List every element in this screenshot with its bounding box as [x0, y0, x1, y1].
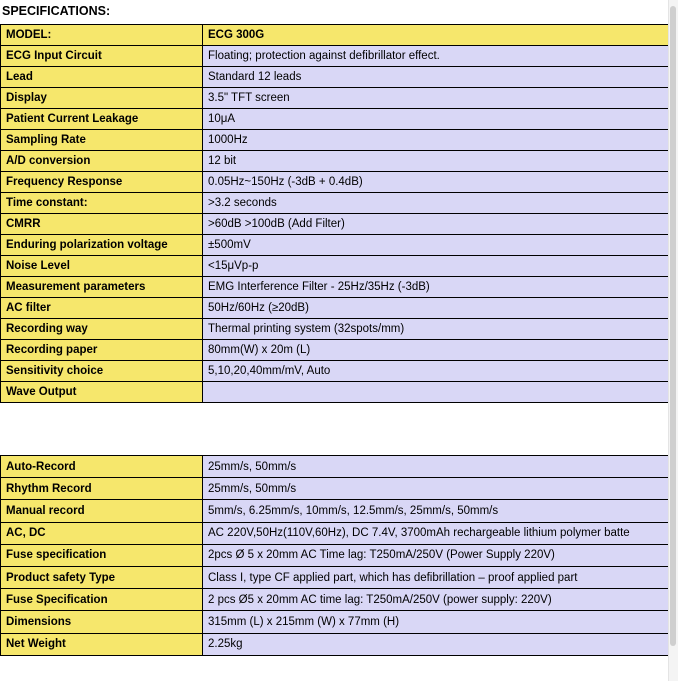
spec-label: Measurement parameters — [1, 277, 203, 298]
spec-label: Sensitivity choice — [1, 361, 203, 382]
spec-row — [1, 109, 670, 130]
spec-value: 50Hz/60Hz (≥20dB) — [203, 298, 670, 319]
spec-label: AC filter — [1, 298, 203, 319]
spec-value — [203, 382, 670, 403]
spec-value: 315mm (L) x 215mm (W) x 77mm (H) — [203, 611, 670, 633]
spec-label: Manual record — [1, 500, 203, 522]
spec-value: Floating; protection against defibrillator effect. — [203, 46, 670, 67]
specifications-heading: SPECIFICATIONS: — [2, 4, 111, 18]
spec-value: 25mm/s, 50mm/s — [203, 478, 670, 500]
spec-label: Sampling Rate — [1, 130, 203, 151]
spec-value: 80mm(W) x 20m (L) — [203, 340, 670, 361]
spec-row — [1, 256, 670, 277]
spec-row — [1, 611, 670, 633]
spec-row — [1, 456, 670, 478]
spec-value: 5mm/s, 6.25mm/s, 10mm/s, 12.5mm/s, 25mm/s, 50mm/s — [203, 500, 670, 522]
spec-value: Standard 12 leads — [203, 67, 670, 88]
spec-row — [1, 214, 670, 235]
spec-row — [1, 361, 670, 382]
spec-value: 2 pcs Ø5 x 20mm AC time lag: T250mA/250V (power supply: 220V) — [203, 589, 670, 611]
scrollbar-thumb[interactable] — [670, 6, 676, 646]
spec-row — [1, 130, 670, 151]
spec-row — [1, 151, 670, 172]
spec-value: 10μA — [203, 109, 670, 130]
spec-row — [1, 277, 670, 298]
spec-label: A/D conversion — [1, 151, 203, 172]
spec-row — [1, 500, 670, 522]
spec-label: Fuse Specification — [1, 589, 203, 611]
spec-value: 12 bit — [203, 151, 670, 172]
spec-value: ECG 300G — [203, 25, 670, 46]
spec-value: >60dB >100dB (Add Filter) — [203, 214, 670, 235]
spec-row — [1, 235, 670, 256]
spec-label: Product safety Type — [1, 566, 203, 588]
spec-value: 5,10,20,40mm/mV, Auto — [203, 361, 670, 382]
spec-label: Wave Output — [1, 382, 203, 403]
spec-label: ECG Input Circuit — [1, 46, 203, 67]
spec-row — [1, 589, 670, 611]
spec-row — [1, 67, 670, 88]
spec-label: Display — [1, 88, 203, 109]
specifications-table-main — [0, 24, 670, 403]
spec-label: Frequency Response — [1, 172, 203, 193]
spec-row — [1, 544, 670, 566]
spec-label: Patient Current Leakage — [1, 109, 203, 130]
spec-value: 1000Hz — [203, 130, 670, 151]
spec-label: Time constant: — [1, 193, 203, 214]
spec-row — [1, 522, 670, 544]
spec-label: Auto-Record — [1, 456, 203, 478]
spec-label: CMRR — [1, 214, 203, 235]
spec-label: Dimensions — [1, 611, 203, 633]
spec-label: Rhythm Record — [1, 478, 203, 500]
spec-value: 2pcs Ø 5 x 20mm AC Time lag: T250mA/250V (Power Supply 220V) — [203, 544, 670, 566]
spec-label: Lead — [1, 67, 203, 88]
vertical-scrollbar[interactable] — [668, 0, 678, 681]
spec-row — [1, 25, 670, 46]
spec-value: 3.5" TFT screen — [203, 88, 670, 109]
spec-label: MODEL: — [1, 25, 203, 46]
spec-label: Recording paper — [1, 340, 203, 361]
spec-row — [1, 478, 670, 500]
spec-value: <15μVp-p — [203, 256, 670, 277]
spec-row — [1, 88, 670, 109]
specifications-table-secondary — [0, 455, 670, 656]
spec-label: Enduring polarization voltage — [1, 235, 203, 256]
spec-value: AC 220V,50Hz(110V,60Hz), DC 7.4V, 3700mAh rechargeable lithium polymer batte — [203, 522, 670, 544]
spec-value: ±500mV — [203, 235, 670, 256]
spec-row — [1, 298, 670, 319]
spec-row — [1, 382, 670, 403]
spec-value: EMG Interference Filter - 25Hz/35Hz (-3dB) — [203, 277, 670, 298]
spec-row — [1, 46, 670, 67]
spec-row — [1, 319, 670, 340]
spec-label: AC, DC — [1, 522, 203, 544]
spec-label: Recording way — [1, 319, 203, 340]
spec-value: Thermal printing system (32spots/mm) — [203, 319, 670, 340]
spec-label: Net Weight — [1, 633, 203, 655]
spec-value: 25mm/s, 50mm/s — [203, 456, 670, 478]
spec-row — [1, 566, 670, 588]
spec-value: 0.05Hz~150Hz (-3dB + 0.4dB) — [203, 172, 670, 193]
spec-row — [1, 633, 670, 655]
spec-label: Noise Level — [1, 256, 203, 277]
spec-value: Class I, type CF applied part, which has defibrillation – proof applied part — [203, 566, 670, 588]
spec-value: 2.25kg — [203, 633, 670, 655]
spec-row — [1, 193, 670, 214]
spec-row — [1, 340, 670, 361]
spec-value: >3.2 seconds — [203, 193, 670, 214]
spec-label: Fuse specification — [1, 544, 203, 566]
spec-row — [1, 172, 670, 193]
